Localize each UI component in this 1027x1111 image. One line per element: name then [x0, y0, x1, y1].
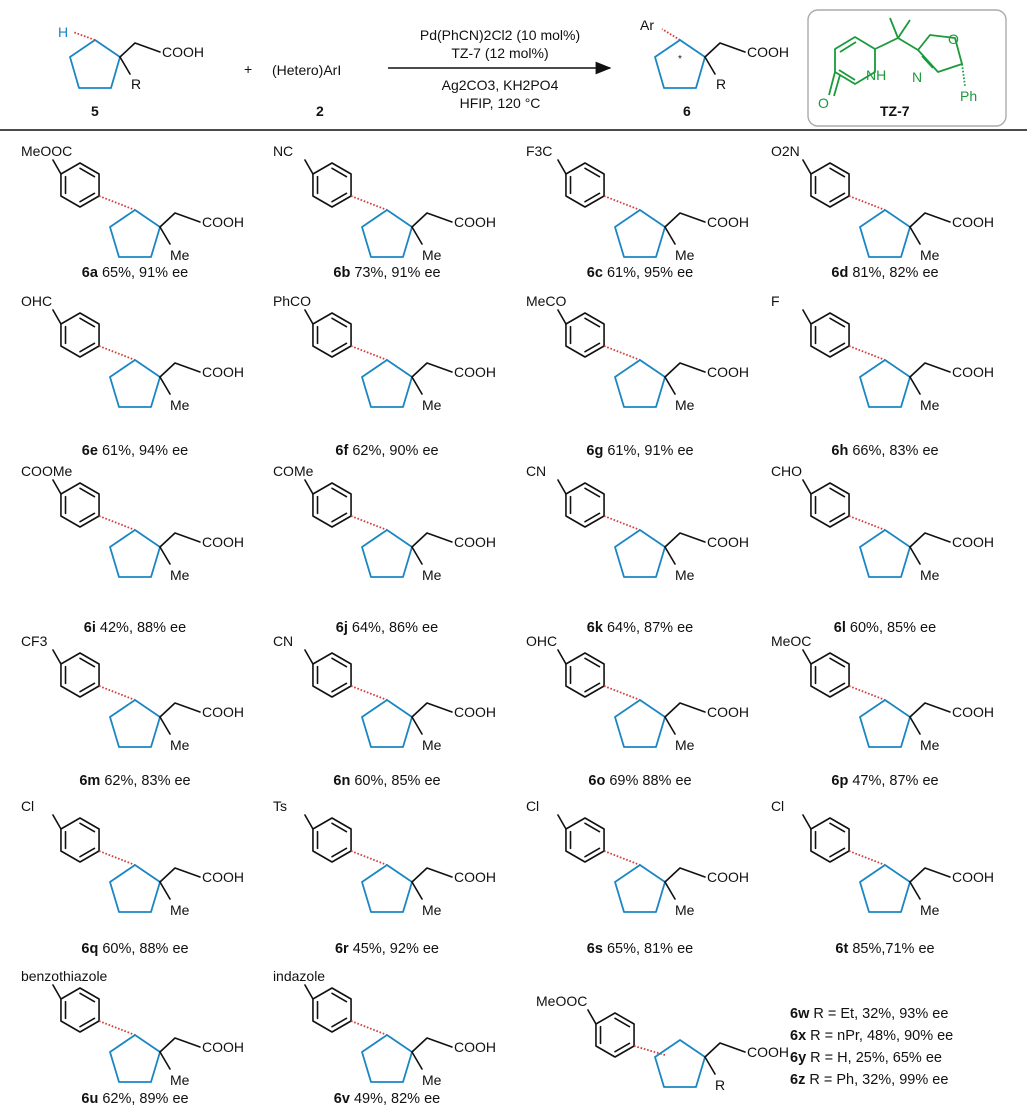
svg-text:COOH: COOH [707, 364, 749, 380]
svg-text:COOH: COOH [952, 534, 994, 550]
variation-6y: 6y R = H, 25%, 65% ee [790, 1050, 942, 1066]
svg-text:COOH: COOH [454, 1039, 496, 1055]
svg-text:Me: Me [920, 397, 940, 413]
variation-6w: 6w R = Et, 32%, 93% ee [790, 1006, 949, 1022]
svg-text:Me: Me [422, 397, 442, 413]
caption-6m: 6m 62%, 83% ee [79, 773, 191, 789]
compound-6i [21, 463, 244, 636]
svg-text:Me: Me [675, 247, 695, 263]
compound-6s [526, 798, 749, 957]
r-variation-list [790, 1006, 953, 1088]
condition-line-4: HFIP, 120 °C [459, 95, 541, 111]
caption-6n: 6n 60%, 85% ee [333, 773, 441, 789]
caption-6h: 6h 66%, 83% ee [831, 443, 939, 459]
svg-text:PhCO: PhCO [272, 293, 312, 309]
caption-6b: 6b 73%, 91% ee [333, 265, 441, 281]
svg-text:COOH: COOH [202, 534, 244, 550]
caption-6j: 6j 64%, 86% ee [335, 620, 439, 636]
compound-6k [526, 463, 749, 636]
svg-text:F: F [770, 293, 780, 309]
svg-text:Me: Me [675, 567, 695, 583]
caption-6r: 6r 45%, 92% ee [334, 941, 440, 957]
ligand-nh: NH [866, 67, 887, 83]
caption-6a: 6a 65%, 91% ee [81, 265, 189, 281]
svg-text:COOH: COOH [952, 704, 994, 720]
svg-text:CN: CN [272, 633, 294, 649]
svg-text:Me: Me [422, 737, 442, 753]
caption-6i: 6i 42%, 88% ee [83, 620, 187, 636]
compound-6n [273, 633, 496, 789]
compound-6h [771, 293, 994, 459]
substrate-acid: COOH [162, 44, 204, 60]
svg-text:Me: Me [170, 1072, 190, 1088]
compound-6v [273, 968, 496, 1107]
svg-text:COOH: COOH [202, 704, 244, 720]
svg-text:COOH: COOH [202, 1039, 244, 1055]
compound-6a [21, 143, 244, 281]
caption-6v: 6v 49%, 82% ee [333, 1091, 441, 1107]
svg-text:Me: Me [170, 247, 190, 263]
svg-text:Me: Me [920, 902, 940, 918]
ligand-o2: O [948, 31, 959, 47]
compound-6d [771, 143, 994, 281]
svg-text:Me: Me [422, 247, 442, 263]
compound-6m [21, 633, 244, 789]
caption-6q: 6q 60%, 88% ee [81, 941, 189, 957]
svg-text:Ts: Ts [272, 798, 287, 814]
caption-6d: 6d 81%, 82% ee [831, 265, 939, 281]
svg-text:benzothiazole: benzothiazole [20, 968, 108, 984]
caption-6l: 6l 60%, 85% ee [833, 620, 937, 636]
svg-text:Me: Me [920, 567, 940, 583]
svg-text:MeCO: MeCO [525, 293, 567, 309]
ligand-n: N [912, 69, 923, 85]
svg-text:F3C: F3C [525, 143, 553, 159]
variation-6x: 6x R = nPr, 48%, 90% ee [790, 1028, 954, 1044]
compound-6j [273, 463, 496, 636]
svg-text:OHC: OHC [20, 293, 53, 309]
svg-text:Cl: Cl [525, 798, 540, 814]
svg-text:Me: Me [920, 737, 940, 753]
compound-6g [526, 293, 749, 459]
svg-text:OHC: OHC [525, 633, 558, 649]
svg-text:Me: Me [170, 902, 190, 918]
svg-text:COOH: COOH [454, 214, 496, 230]
svg-text:COOH: COOH [454, 534, 496, 550]
h-label: H [58, 24, 69, 40]
svg-text:COOH: COOH [454, 364, 496, 380]
svg-text:COOH: COOH [202, 214, 244, 230]
svg-text:COOH: COOH [952, 214, 994, 230]
condition-line-2: TZ-7 (12 mol%) [451, 45, 549, 61]
caption-6o: 6o 69% 88% ee [588, 773, 692, 789]
conditions [388, 27, 610, 111]
svg-text:Me: Me [422, 567, 442, 583]
substrate-r: R [131, 76, 142, 92]
svg-text:COOMe: COOMe [20, 463, 73, 479]
svg-text:CN: CN [525, 463, 547, 479]
compound-6e [21, 293, 244, 459]
compound-6w-6z [536, 993, 789, 1093]
caption-6f: 6f 62%, 90% ee [335, 443, 439, 459]
svg-text:MeOC: MeOC [770, 633, 812, 649]
svg-text:COOH: COOH [707, 704, 749, 720]
svg-text:R: R [715, 1077, 726, 1093]
svg-text:COOH: COOH [202, 364, 244, 380]
svg-text:NC: NC [272, 143, 294, 159]
ligand-tz7-box [808, 10, 1006, 126]
compound-6l [771, 463, 994, 636]
caption-6g: 6g 61%, 91% ee [586, 443, 694, 459]
product-acid: COOH [747, 44, 789, 60]
svg-text:O2N: O2N [770, 143, 800, 159]
condition-line-1: Pd(PhCN)2Cl2 (10 mol%) [419, 27, 581, 43]
product-r: R [716, 76, 727, 92]
compound-6c [526, 143, 749, 281]
substrate-scope-grid [21, 143, 994, 1107]
substrate-number: 5 [91, 103, 99, 119]
product-ar: Ar [640, 17, 654, 33]
product-6 [640, 17, 789, 119]
plus-sign: + [244, 61, 253, 77]
svg-text:COMe: COMe [272, 463, 314, 479]
svg-text:Me: Me [422, 1072, 442, 1088]
ligand-ph: Ph [960, 88, 978, 104]
caption-6u: 6u 62%, 89% ee [81, 1091, 189, 1107]
reagent-name: (Hetero)ArI [272, 62, 342, 78]
svg-text:COOH: COOH [454, 869, 496, 885]
substrate-5 [58, 24, 204, 119]
svg-text:MeOOC: MeOOC [536, 993, 588, 1009]
caption-6p: 6p 47%, 87% ee [831, 773, 939, 789]
condition-line-3: Ag2CO3, KH2PO4 [441, 77, 559, 93]
compound-6q [21, 798, 244, 957]
svg-text:COOH: COOH [747, 1044, 789, 1060]
svg-text:COOH: COOH [202, 869, 244, 885]
svg-text:CHO: CHO [770, 463, 803, 479]
caption-6c: 6c 61%, 95% ee [586, 265, 694, 281]
compound-6f [273, 293, 496, 459]
reagent-number: 2 [316, 103, 324, 119]
svg-text:Me: Me [170, 567, 190, 583]
svg-text:COOH: COOH [707, 214, 749, 230]
compound-6u [21, 968, 244, 1107]
svg-text:Me: Me [675, 737, 695, 753]
svg-text:Me: Me [170, 397, 190, 413]
ligand-name: TZ-7 [880, 103, 910, 119]
caption-6k: 6k 64%, 87% ee [586, 620, 694, 636]
caption-6s: 6s 65%, 81% ee [586, 941, 694, 957]
svg-text:Me: Me [675, 902, 695, 918]
ligand-o1: O [818, 95, 829, 111]
caption-6e: 6e 61%, 94% ee [81, 443, 189, 459]
svg-text:MeOOC: MeOOC [20, 143, 73, 159]
product-number: 6 [683, 103, 691, 119]
svg-text:COOH: COOH [707, 534, 749, 550]
svg-text:COOH: COOH [952, 869, 994, 885]
svg-text:COOH: COOH [454, 704, 496, 720]
svg-text:COOH: COOH [952, 364, 994, 380]
svg-text:Cl: Cl [20, 798, 35, 814]
svg-text:Me: Me [422, 902, 442, 918]
svg-text:Cl: Cl [770, 798, 785, 814]
compound-6t [771, 798, 994, 957]
compound-6b [273, 143, 496, 281]
svg-text:indazole: indazole [272, 968, 326, 984]
stereo-star: * [678, 54, 682, 65]
variation-6z: 6z R = Ph, 32%, 99% ee [790, 1072, 949, 1088]
svg-text:Me: Me [675, 397, 695, 413]
svg-text:Me: Me [170, 737, 190, 753]
compound-6o [526, 633, 749, 789]
svg-text:Me: Me [920, 247, 940, 263]
caption-6t: 6t 85%,71% ee [835, 941, 935, 957]
svg-text:CF3: CF3 [20, 633, 48, 649]
svg-text:COOH: COOH [707, 869, 749, 885]
compound-6r [273, 798, 496, 957]
compound-6p [771, 633, 994, 789]
